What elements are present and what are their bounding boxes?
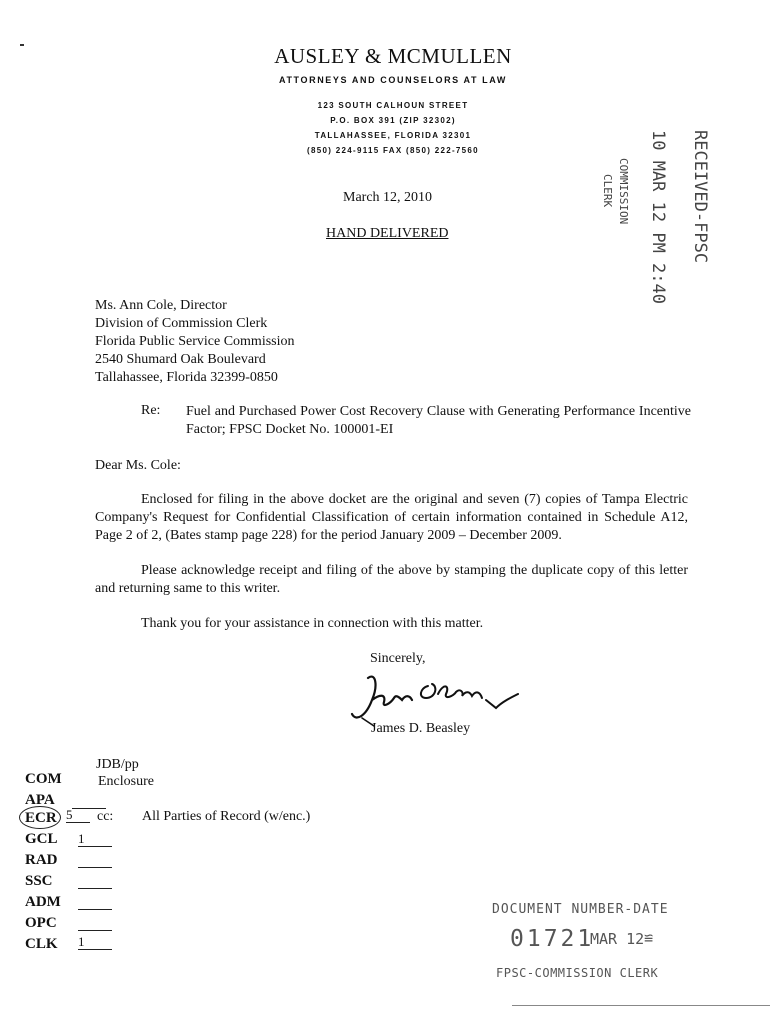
routing-code: RAD: [25, 852, 58, 868]
routing-code: COM: [25, 771, 62, 787]
recipient-line: Ms. Ann Cole, Director: [95, 298, 227, 313]
body-paragraph: Please acknowledge receipt and filing of the above by stamping the duplicate copy of this letter and returning same to this writer.: [95, 563, 688, 596]
scan-edge-line: [512, 1005, 770, 1006]
routing-code: ECR: [25, 810, 57, 826]
delivery-method: HAND DELIVERED: [326, 226, 449, 241]
signer-name: James D. Beasley: [371, 721, 471, 736]
recipient-line: 2540 Shumard Oak Boulevard: [95, 352, 266, 367]
received-stamp-line1: RECEIVED-FPSC: [690, 130, 710, 264]
address-line: 123 SOUTH CALHOUN STREET: [317, 101, 469, 110]
firm-name: AUSLEY & MCMULLEN: [274, 44, 512, 68]
address-line: TALLAHASSEE, FLORIDA 32301: [314, 131, 472, 140]
routing-mark: [78, 853, 112, 868]
recipient-line: Division of Commission Clerk: [95, 316, 268, 331]
letter-date: March 12, 2010: [343, 190, 433, 205]
body-paragraph: Thank you for your assistance in connection with this matter.: [141, 616, 484, 631]
routing-code: GCL: [25, 831, 58, 847]
re-subject: Fuel and Purchased Power Cost Recovery Clause with Generating Performance Incentive Factor; FPSC Docket No. 100001-EI: [186, 404, 691, 437]
routing-mark: [78, 916, 112, 931]
docket-stamp-date: MAR 12: [590, 930, 645, 948]
received-stamp-line2: 10 MAR 12 PM 2:40: [648, 130, 668, 304]
routing-code: SSC: [25, 873, 53, 889]
typist-initials: JDB/pp: [96, 757, 139, 772]
docket-stamp-number: 01721: [510, 926, 595, 952]
recipient-line: Florida Public Service Commission: [95, 334, 295, 349]
routing-mark: 5: [66, 808, 90, 823]
scan-speck: [20, 44, 24, 46]
address-line: (850) 224-9115 FAX (850) 222-7560: [307, 146, 479, 155]
address-line: P.O. BOX 391 (ZIP 32302): [330, 116, 456, 125]
docket-stamp-header: DOCUMENT NUMBER-DATE: [492, 902, 669, 917]
routing-mark: [72, 794, 106, 809]
routing-mark: [78, 895, 112, 910]
routing-code: APA: [25, 792, 55, 808]
enclosure-note: Enclosure: [98, 774, 154, 789]
body-paragraph: Enclosed for filing in the above docket are the original and seven (7) copies of Tampa Electric Company's Request for Confidential Classification of certain information contained in Schedule A12, Page 2 of 2, (Bates stamp page 228) for the period January 2009 – December 2009.: [95, 492, 688, 543]
routing-code: OPC: [25, 915, 57, 931]
routing-mark: 1: [78, 832, 112, 847]
cc-recipients: All Parties of Record (w/enc.): [142, 809, 311, 824]
routing-code: ADM: [25, 894, 61, 910]
received-stamp-line4: CLERK: [601, 174, 614, 208]
closing: Sincerely,: [370, 651, 426, 666]
re-label: Re:: [141, 403, 161, 418]
firm-subtitle: ATTORNEYS AND COUNSELORS AT LAW: [279, 75, 507, 85]
cc-label: cc:: [97, 809, 114, 824]
docket-stamp-footer: FPSC-COMMISSION CLERK: [496, 966, 659, 980]
routing-code: CLK: [25, 936, 58, 952]
docket-stamp-mark: ≌: [644, 929, 654, 947]
recipient-line: Tallahassee, Florida 32399-0850: [95, 370, 278, 385]
salutation: Dear Ms. Cole:: [95, 458, 181, 473]
received-stamp-line3: COMMISSION: [617, 158, 630, 225]
routing-mark: 1: [78, 935, 112, 950]
routing-mark: [78, 874, 112, 889]
